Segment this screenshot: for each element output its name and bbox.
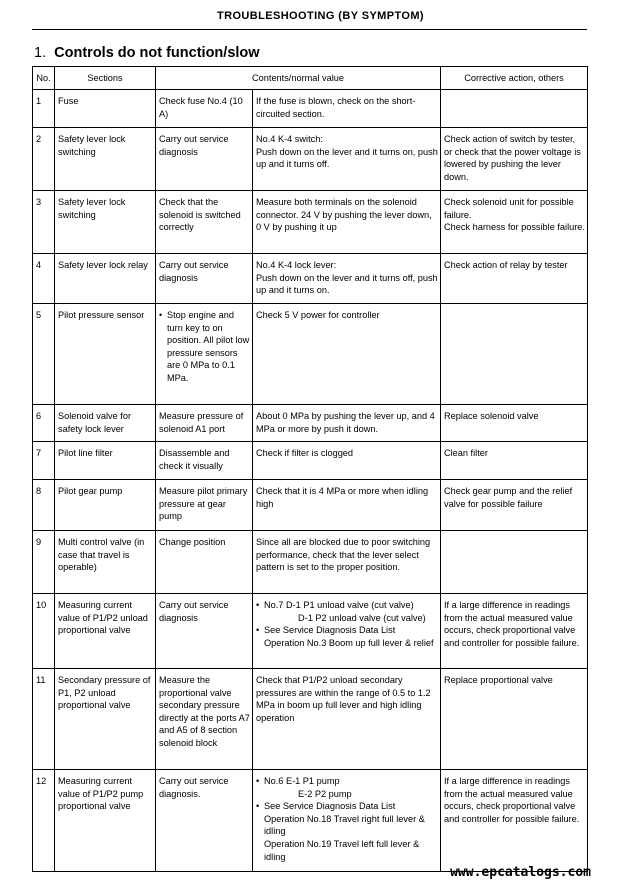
row-action: If a large difference in readings from the actual measured value occurs, check proportional valve and controller for possible failure.	[441, 594, 588, 669]
row-content	[253, 304, 441, 405]
content-line: Operation No.18 Travel right full lever & idling	[264, 813, 425, 837]
content-bullet: • See Service Diagnosis Data List Operation No.3 Boom up full lever & relief	[264, 624, 438, 649]
row-no: 12	[33, 770, 55, 872]
check-bullet: • Stop engine and turn key to on position. All pilot low pressure sensors are 0 MPa to 0.1 MPa.	[167, 309, 250, 385]
row-check: Carry out service diagnosis	[156, 594, 253, 669]
content-line: Check that P1/P2 unload secondary pressures are within the range of 0.5 to 1.2 MPa in boom up full lever and high idling operation	[256, 675, 431, 723]
table-row	[33, 669, 588, 770]
row-content	[253, 128, 441, 191]
page-header: TROUBLESHOOTING (BY SYMPTOM)	[217, 10, 424, 22]
table-row	[33, 191, 588, 254]
row-check: Measure pressure of solenoid A1 port	[156, 405, 253, 442]
row-section: Solenoid valve for safety lock lever	[55, 405, 156, 442]
content-line: No.4 K-4 lock lever:	[256, 260, 337, 270]
row-check: Check fuse No.4 (10 A)	[156, 90, 253, 128]
row-section: Safety lever lock switching	[55, 128, 156, 191]
content-bullet	[264, 775, 438, 800]
header-contents: Contents/normal value	[156, 67, 441, 90]
content-line: Check if filter is clogged	[256, 448, 354, 458]
row-no: 4	[33, 254, 55, 304]
table-row	[33, 594, 588, 669]
row-check: Carry out service diagnosis	[156, 254, 253, 304]
row-section: Measuring current value of P1/P2 unload proportional valve	[55, 594, 156, 669]
content-line: Operation No.19 Travel left full lever & idling	[264, 838, 420, 862]
row-action: Check action of switch by tester, or check that the power voltage is lowered by pushing the lever down.	[441, 128, 588, 191]
row-no: 9	[33, 531, 55, 594]
table-header-row	[33, 67, 588, 90]
row-check	[156, 304, 253, 405]
row-check: Carry out service diagnosis	[156, 128, 253, 191]
table-row	[33, 480, 588, 531]
content-line: Measure both terminals on the solenoid connector. 24 V by pushing the lever down, 0 V by pushing it up	[256, 197, 432, 233]
content-line: No.4 K-4 switch:	[256, 134, 323, 144]
table-row	[33, 770, 588, 872]
content-line: • No.7 D-1 P1 unload valve (cut valve)	[264, 600, 414, 610]
header-rule	[32, 29, 587, 30]
row-no: 8	[33, 480, 55, 531]
row-action	[441, 531, 588, 594]
section-title	[34, 45, 260, 61]
row-no: 10	[33, 594, 55, 669]
row-action	[441, 304, 588, 405]
row-action: If a large difference in readings from the actual measured value occurs, check proportional valve and controller for possible failure.	[441, 770, 588, 872]
table-row	[33, 128, 588, 191]
content-bullet	[264, 800, 438, 863]
row-section: Fuse	[55, 90, 156, 128]
row-check: Check that the solenoid is switched correctly	[156, 191, 253, 254]
table-row	[33, 531, 588, 594]
row-action: Check gear pump and the relief valve for possible failure	[441, 480, 588, 531]
row-action: Replace solenoid valve	[441, 405, 588, 442]
row-section: Safety lever lock relay	[55, 254, 156, 304]
row-action: Clean filter	[441, 442, 588, 480]
header-no: No.	[33, 67, 55, 90]
header-sections: Sections	[55, 67, 156, 90]
row-no: 2	[33, 128, 55, 191]
row-check: Disassemble and check it visually	[156, 442, 253, 480]
row-action	[441, 191, 588, 254]
row-check: Measure the proportional valve secondary pressure directly at the ports A7 and A5 of 8 section solenoid block	[156, 669, 253, 770]
row-content	[253, 405, 441, 442]
content-line: If the fuse is blown, check on the short-circuited section.	[256, 96, 416, 119]
content-line: Check that it is 4 MPa or more when idling high	[256, 486, 429, 509]
row-section: Safety lever lock switching	[55, 191, 156, 254]
table-row	[33, 442, 588, 480]
row-section: Multi control valve (in case that travel is operable)	[55, 531, 156, 594]
watermark: www.epcatalogs.com	[450, 865, 591, 880]
table-row	[33, 254, 588, 304]
action-line: Check harness for possible failure.	[444, 222, 585, 233]
row-no: 1	[33, 90, 55, 128]
row-content	[253, 594, 441, 669]
row-no: 11	[33, 669, 55, 770]
content-line: Check 5 V power for controller	[256, 310, 380, 320]
content-line: • No.6 E-1 P1 pump	[264, 776, 340, 786]
action-line: Check solenoid unit for possible failure.	[444, 197, 574, 220]
troubleshooting-table	[32, 66, 588, 872]
row-no: 6	[33, 405, 55, 442]
content-line: Push down on the lever and it turns off, push up and it turns on.	[256, 272, 438, 296]
row-check: Change position	[156, 531, 253, 594]
content-line: About 0 MPa by pushing the lever up, and 4 MPa or more by push it down.	[256, 411, 435, 434]
row-action: Replace proportional valve	[441, 669, 588, 770]
table-row	[33, 405, 588, 442]
table-row	[33, 304, 588, 405]
section-title-text: Controls do not function/slow	[54, 45, 260, 61]
row-section: Measuring current value of P1/P2 pump proportional valve	[55, 770, 156, 872]
row-section: Secondary pressure of P1, P2 unload proportional valve	[55, 669, 156, 770]
content-line: Since all are blocked due to poor switching performance, check that the lever select pattern is set to the proper position.	[256, 537, 431, 573]
row-section: Pilot gear pump	[55, 480, 156, 531]
row-content	[253, 531, 441, 594]
row-check: Carry out service diagnosis.	[156, 770, 253, 872]
row-content	[253, 90, 441, 128]
content-line: D-1 P2 unload valve (cut valve)	[298, 612, 426, 623]
row-content	[253, 442, 441, 480]
row-section: Pilot pressure sensor	[55, 304, 156, 405]
content-bullet	[264, 599, 438, 624]
row-section: Pilot line filter	[55, 442, 156, 480]
row-action	[441, 90, 588, 128]
content-line: • See Service Diagnosis Data List	[264, 801, 396, 812]
row-content	[253, 770, 441, 872]
content-line: E-2 P2 pump	[298, 788, 352, 799]
section-number: 1.	[34, 45, 47, 61]
row-content	[253, 669, 441, 770]
row-no: 3	[33, 191, 55, 254]
row-no: 5	[33, 304, 55, 405]
row-content	[253, 191, 441, 254]
row-action: Check action of relay by tester	[441, 254, 588, 304]
header-action: Corrective action, others	[441, 67, 588, 90]
row-content	[253, 480, 441, 531]
table-row	[33, 90, 588, 128]
content-line: Push down on the lever and it turns on, push up and it turns off.	[256, 146, 438, 170]
row-no: 7	[33, 442, 55, 480]
row-content	[253, 254, 441, 304]
row-check: Measure pilot primary pressure at gear pump	[156, 480, 253, 531]
